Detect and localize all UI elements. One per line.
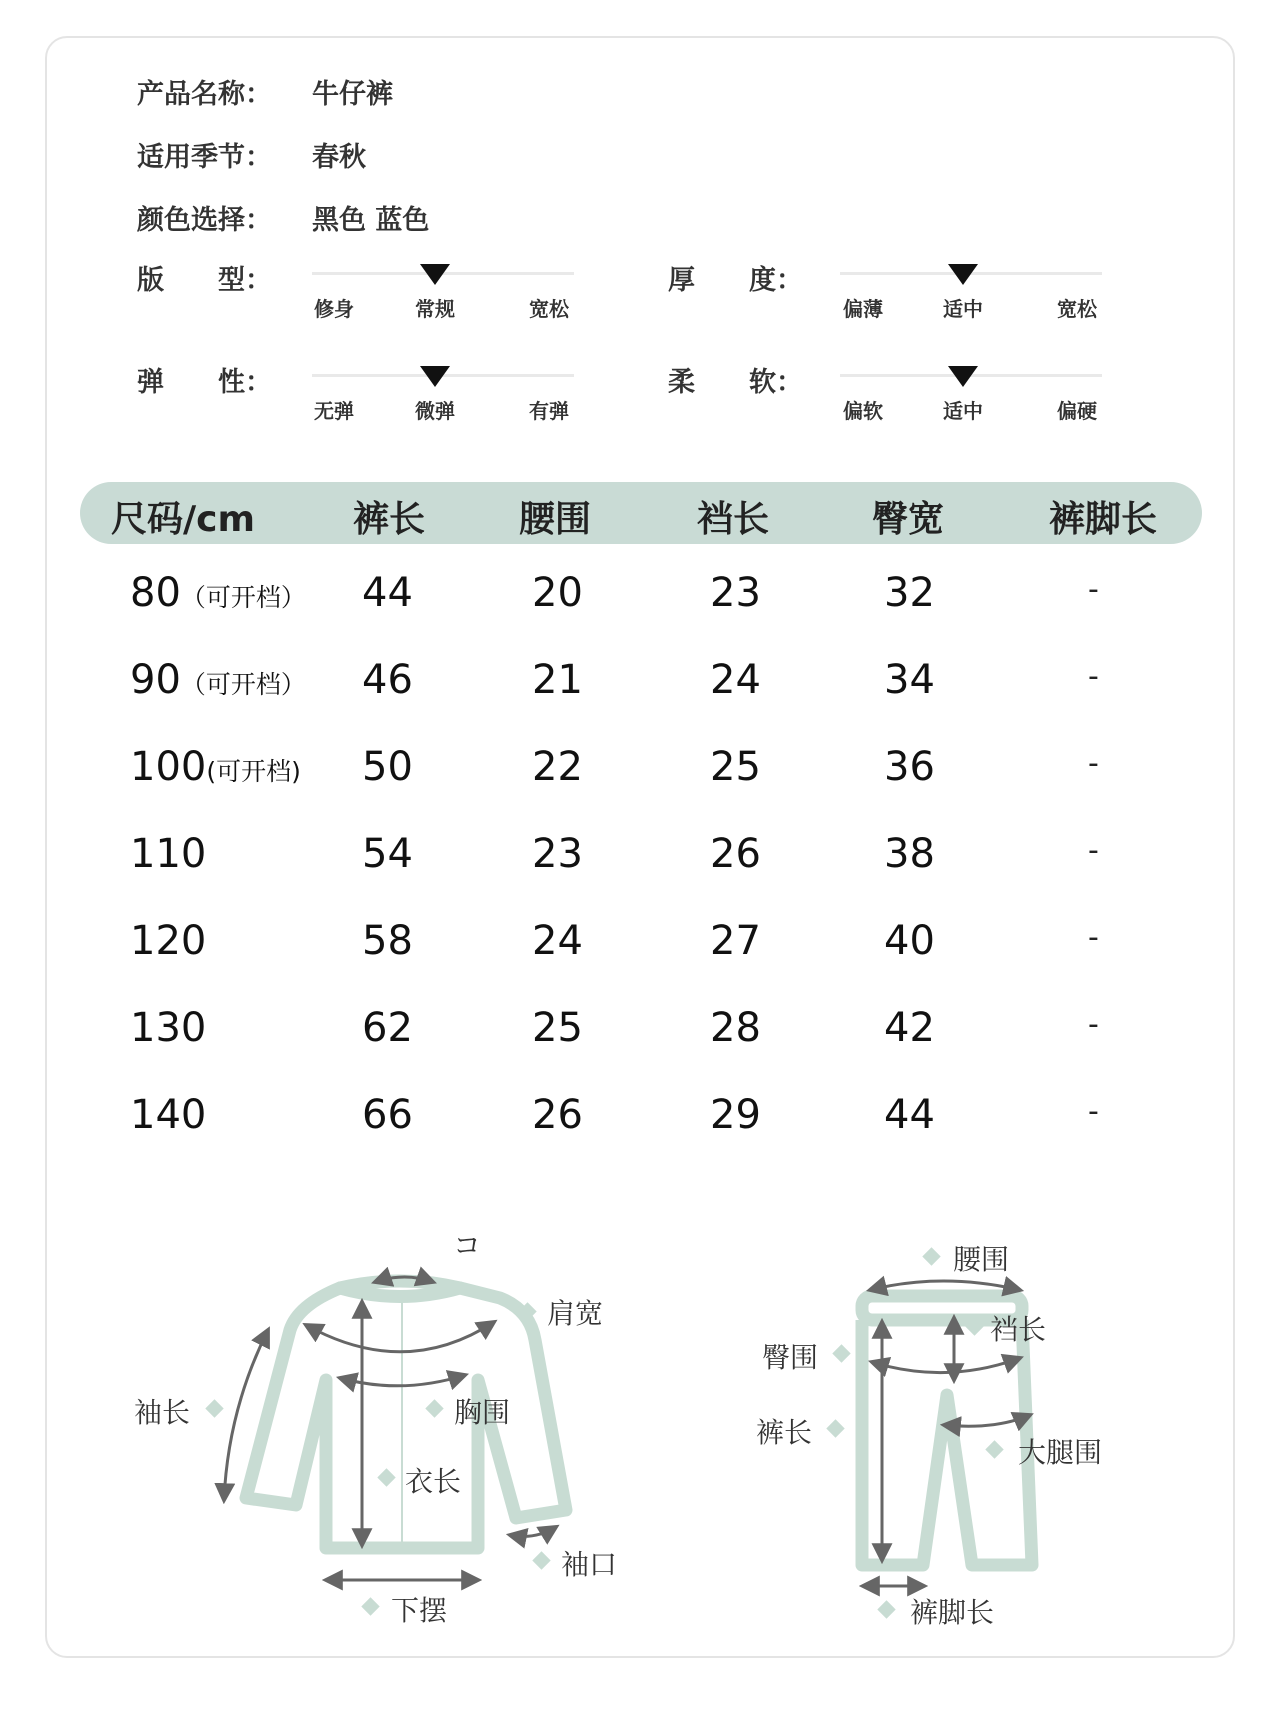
size-note: (可开档): [206, 757, 301, 786]
table-cell: -: [1088, 746, 1099, 781]
size-cell: [130, 1005, 206, 1051]
elasticity-tick: 有弹: [529, 399, 569, 423]
table-cell: 28: [710, 1005, 761, 1051]
fit-tick: 修身: [314, 297, 354, 321]
table-cell: 24: [710, 657, 761, 703]
size-value: 140: [130, 1092, 207, 1138]
product-name-label: 产品名称：: [137, 79, 272, 110]
table-cell: 50: [362, 744, 413, 790]
table-cell: -: [1088, 572, 1099, 607]
color-value: 黑色 蓝色: [312, 205, 430, 236]
elasticity-tick: 微弹: [415, 399, 455, 423]
color-label: 颜色选择：: [137, 205, 272, 236]
elasticity-marker: [420, 366, 450, 387]
label-cuff: 袖口: [561, 1548, 618, 1581]
fit-marker: [420, 264, 450, 285]
season-value: 春秋: [312, 142, 366, 173]
table-cell: 40: [884, 918, 935, 964]
header-pants-length: 裤长: [353, 499, 426, 540]
label-waist: 腰围: [953, 1243, 1010, 1276]
table-cell: 36: [884, 744, 935, 790]
size-cell: [130, 831, 206, 877]
header-waist: 腰围: [519, 499, 592, 540]
thickness-tick: 偏薄: [843, 297, 883, 321]
table-cell: 23: [710, 570, 761, 616]
size-cell: [130, 570, 306, 616]
softness-tick: 偏软: [843, 399, 883, 423]
header-leg-opening: 裤脚长: [1049, 499, 1158, 540]
table-cell: 58: [362, 918, 413, 964]
season-label: 适用季节：: [137, 142, 272, 173]
size-cell: [130, 657, 306, 703]
table-cell: 44: [362, 570, 413, 616]
table-cell: 24: [532, 918, 583, 964]
thickness-tick: 适中: [943, 297, 983, 321]
table-cell: 26: [710, 831, 761, 877]
table-cell: 22: [532, 744, 583, 790]
table-cell: 62: [362, 1005, 413, 1051]
table-cell: -: [1088, 1094, 1099, 1129]
table-cell: 46: [362, 657, 413, 703]
table-cell: 29: [710, 1092, 761, 1138]
table-cell: 44: [884, 1092, 935, 1138]
table-cell: 26: [532, 1092, 583, 1138]
fit-tick: 宽松: [529, 297, 569, 321]
table-cell: 34: [884, 657, 935, 703]
softness-tick: 适中: [943, 399, 983, 423]
label-pants-length: 裤长: [756, 1416, 813, 1449]
table-cell: 32: [884, 570, 935, 616]
size-cell: [130, 1092, 206, 1138]
table-cell: 66: [362, 1092, 413, 1138]
size-value: 90: [130, 657, 181, 703]
elasticity-label: 弹 性：: [137, 367, 272, 398]
fit-tick: 常规: [415, 297, 455, 321]
table-cell: 27: [710, 918, 761, 964]
product-name-value: 牛仔裤: [312, 79, 393, 110]
label-length: 衣长: [405, 1465, 462, 1498]
table-cell: 23: [532, 831, 583, 877]
size-value: 120: [130, 918, 207, 964]
table-cell: 42: [884, 1005, 935, 1051]
top-fragment-label: コ: [453, 1229, 482, 1262]
label-leg-opening: 裤脚长: [910, 1596, 995, 1629]
label-chest: 胸围: [454, 1396, 511, 1429]
table-cell: 25: [532, 1005, 583, 1051]
label-shoulder: 肩宽: [547, 1297, 604, 1330]
label-hip: 臀围: [762, 1341, 819, 1374]
table-cell: -: [1088, 1007, 1099, 1042]
size-cell: [130, 744, 301, 790]
table-cell: 20: [532, 570, 583, 616]
softness-tick: 偏硬: [1057, 399, 1097, 423]
softness-label: 柔 软：: [668, 367, 803, 398]
header-rise: 裆长: [697, 499, 770, 540]
thickness-marker: [948, 264, 978, 285]
label-rise: 裆长: [990, 1313, 1047, 1346]
label-sleeve: 袖长: [134, 1396, 191, 1429]
size-value: 100: [130, 744, 207, 790]
softness-marker: [948, 366, 978, 387]
label-hem: 下摆: [391, 1594, 448, 1627]
size-note: （可开档）: [180, 583, 306, 612]
size-value: 110: [130, 831, 207, 877]
table-cell: -: [1088, 659, 1099, 694]
table-cell: 25: [710, 744, 761, 790]
table-cell: -: [1088, 833, 1099, 868]
size-value: 130: [130, 1005, 207, 1051]
table-cell: 54: [362, 831, 413, 877]
header-hip: 臀宽: [872, 499, 945, 540]
thickness-tick: 宽松: [1057, 297, 1097, 321]
fit-label: 版 型：: [137, 265, 272, 296]
size-cell: [130, 918, 206, 964]
label-thigh: 大腿围: [1018, 1436, 1103, 1469]
thickness-label: 厚 度：: [668, 265, 803, 296]
table-cell: 21: [532, 657, 583, 703]
table-cell: -: [1088, 920, 1099, 955]
table-cell: 38: [884, 831, 935, 877]
header-size: 尺码/cm: [111, 499, 256, 540]
size-value: 80: [130, 570, 181, 616]
size-note: （可开档）: [180, 670, 306, 699]
elasticity-tick: 无弹: [314, 399, 354, 423]
